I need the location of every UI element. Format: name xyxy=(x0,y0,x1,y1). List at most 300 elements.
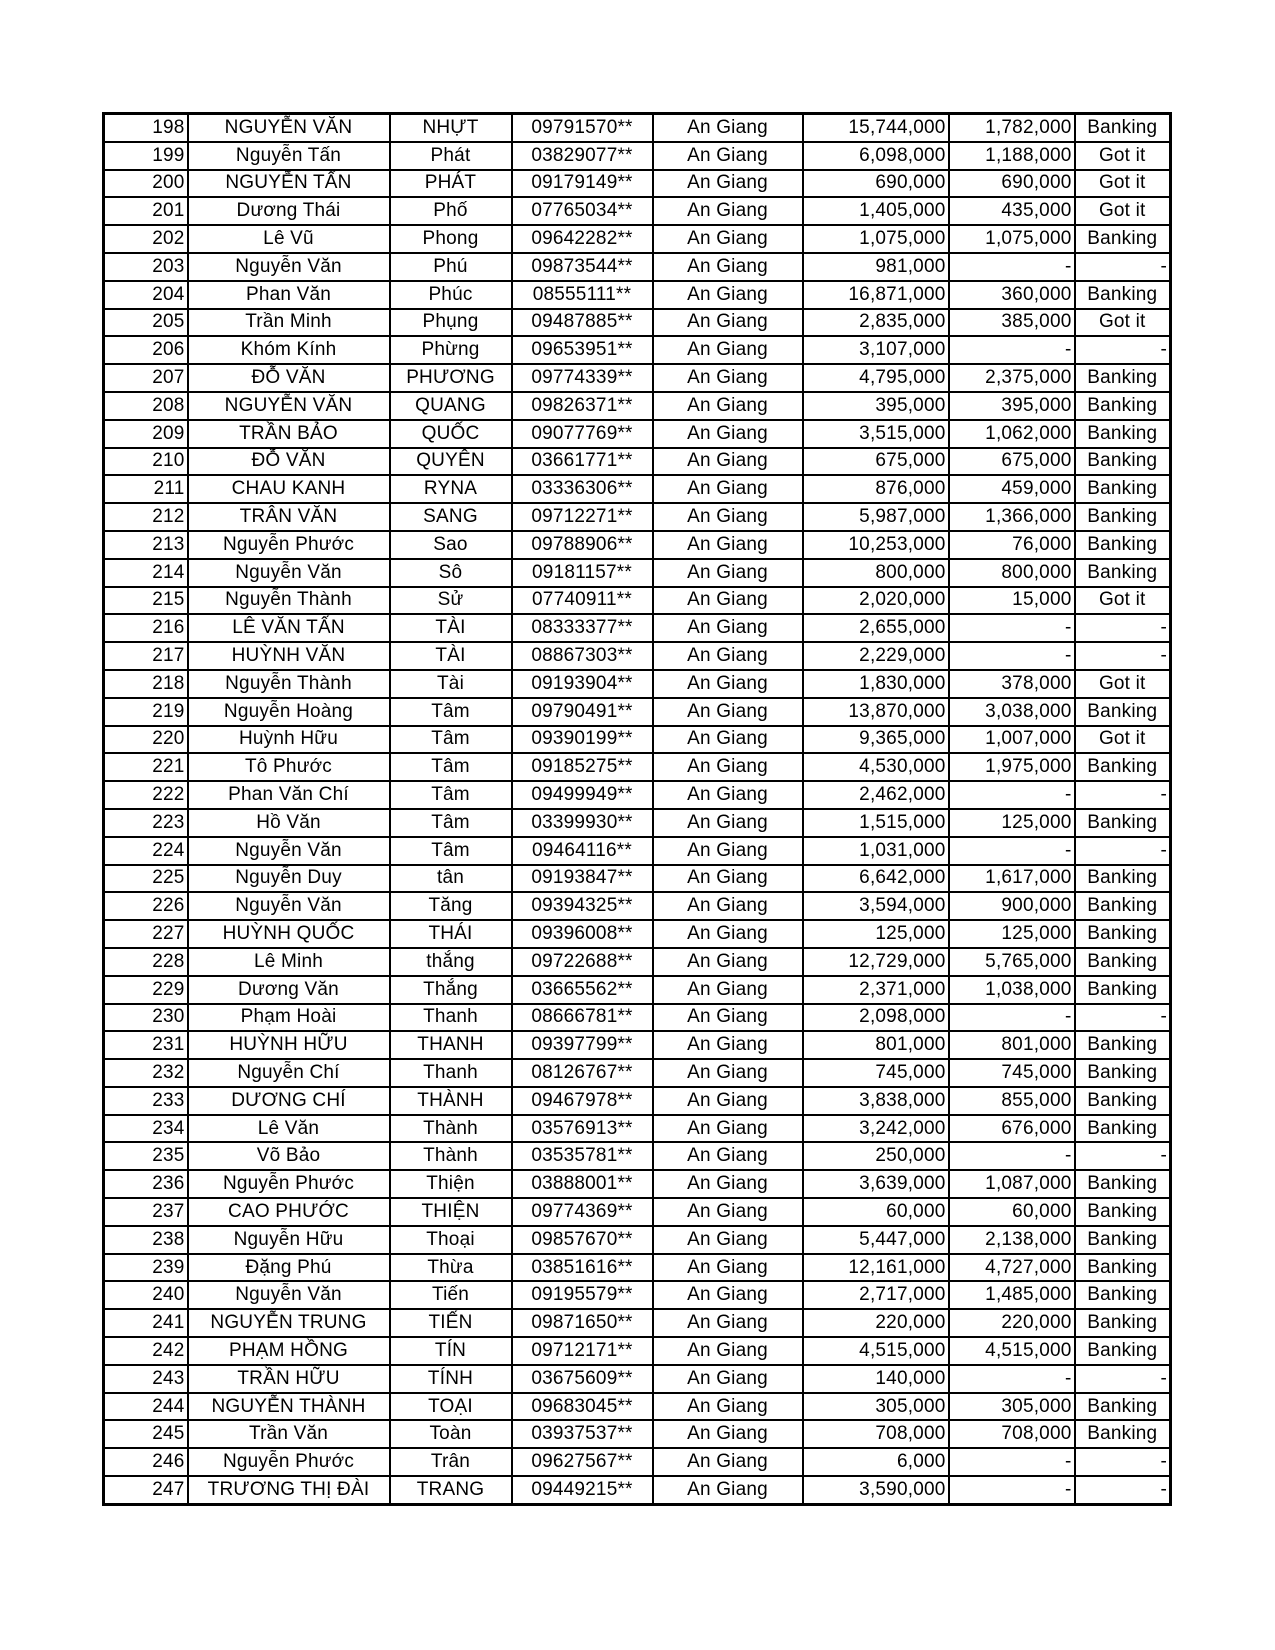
cell-paid: 395,000 xyxy=(949,392,1075,420)
cell-phone: 03851616** xyxy=(512,1254,653,1282)
cell-province: An Giang xyxy=(653,1198,803,1226)
cell-no: 209 xyxy=(104,420,188,448)
cell-first-name: QUỐC xyxy=(390,420,512,448)
cell-status: - xyxy=(1075,1448,1171,1476)
cell-first-name: Phố xyxy=(390,197,512,225)
cell-first-name: Sô xyxy=(390,559,512,587)
cell-phone: 03399930** xyxy=(512,809,653,837)
cell-paid: 378,000 xyxy=(949,670,1075,698)
cell-no: 237 xyxy=(104,1198,188,1226)
cell-status: Got it xyxy=(1075,309,1171,337)
cell-first-name: TÍN xyxy=(390,1337,512,1365)
cell-last-name: TRẦN HỮU xyxy=(188,1365,390,1393)
cell-phone: 09487885** xyxy=(512,309,653,337)
cell-first-name: THÁI xyxy=(390,920,512,948)
cell-province: An Giang xyxy=(653,1337,803,1365)
cell-phone: 03829077** xyxy=(512,142,653,170)
cell-last-name: Huỳnh Hữu xyxy=(188,726,390,754)
cell-status: Banking xyxy=(1075,114,1171,142)
cell-status: Banking xyxy=(1075,865,1171,893)
cell-last-name: TRÂN VĂN xyxy=(188,503,390,531)
cell-phone: 09390199** xyxy=(512,726,653,754)
cell-province: An Giang xyxy=(653,1309,803,1337)
table-row xyxy=(104,559,1171,587)
cell-amount: 708,000 xyxy=(803,1420,949,1448)
cell-province: An Giang xyxy=(653,559,803,587)
cell-no: 224 xyxy=(104,837,188,865)
cell-first-name: Toàn xyxy=(390,1420,512,1448)
table-row xyxy=(104,976,1171,1004)
cell-phone: 09077769** xyxy=(512,420,653,448)
cell-status: - xyxy=(1075,336,1171,364)
table-row xyxy=(104,1170,1171,1198)
cell-first-name: thắng xyxy=(390,948,512,976)
cell-province: An Giang xyxy=(653,1115,803,1143)
cell-status: Banking xyxy=(1075,420,1171,448)
cell-status: Banking xyxy=(1075,1420,1171,1448)
cell-last-name: Lê Vũ xyxy=(188,225,390,253)
cell-amount: 3,515,000 xyxy=(803,420,949,448)
cell-no: 199 xyxy=(104,142,188,170)
cell-first-name: Phú xyxy=(390,253,512,281)
cell-phone: 09683045** xyxy=(512,1393,653,1421)
cell-status: Banking xyxy=(1075,1170,1171,1198)
cell-no: 208 xyxy=(104,392,188,420)
cell-phone: 09195579** xyxy=(512,1281,653,1309)
cell-no: 210 xyxy=(104,448,188,476)
cell-first-name: Thiện xyxy=(390,1170,512,1198)
cell-no: 217 xyxy=(104,642,188,670)
cell-status: Got it xyxy=(1075,726,1171,754)
cell-first-name: Tâm xyxy=(390,726,512,754)
cell-no: 205 xyxy=(104,309,188,337)
cell-no: 231 xyxy=(104,1031,188,1059)
cell-paid: 5,765,000 xyxy=(949,948,1075,976)
cell-first-name: Tâm xyxy=(390,837,512,865)
cell-phone: 03888001** xyxy=(512,1170,653,1198)
cell-no: 226 xyxy=(104,892,188,920)
cell-paid: 1,075,000 xyxy=(949,225,1075,253)
cell-phone: 09857670** xyxy=(512,1226,653,1254)
cell-status: Banking xyxy=(1075,1115,1171,1143)
cell-first-name: Thắng xyxy=(390,976,512,1004)
cell-phone: 09791570** xyxy=(512,114,653,142)
cell-last-name: Nguyễn Văn xyxy=(188,1281,390,1309)
table-row xyxy=(104,420,1171,448)
cell-last-name: Nguyễn Chí xyxy=(188,1059,390,1087)
table-row xyxy=(104,392,1171,420)
cell-no: 232 xyxy=(104,1059,188,1087)
cell-phone: 03937537** xyxy=(512,1420,653,1448)
cell-no: 218 xyxy=(104,670,188,698)
cell-amount: 3,639,000 xyxy=(803,1170,949,1198)
cell-status: Banking xyxy=(1075,698,1171,726)
table-row xyxy=(104,1031,1171,1059)
cell-last-name: Lê Minh xyxy=(188,948,390,976)
cell-first-name: TRANG xyxy=(390,1476,512,1504)
cell-last-name: Nguyễn Hoàng xyxy=(188,698,390,726)
table-row xyxy=(104,142,1171,170)
cell-first-name: Tiến xyxy=(390,1281,512,1309)
cell-last-name: ĐỖ VĂN xyxy=(188,448,390,476)
cell-amount: 2,655,000 xyxy=(803,614,949,642)
cell-phone: 09397799** xyxy=(512,1031,653,1059)
cell-no: 203 xyxy=(104,253,188,281)
cell-amount: 1,830,000 xyxy=(803,670,949,698)
cell-no: 200 xyxy=(104,170,188,198)
cell-paid: 1,062,000 xyxy=(949,420,1075,448)
cell-last-name: CAO PHƯỚC xyxy=(188,1198,390,1226)
cell-no: 229 xyxy=(104,976,188,1004)
cell-status: Banking xyxy=(1075,1254,1171,1282)
cell-phone: 09464116** xyxy=(512,837,653,865)
cell-province: An Giang xyxy=(653,781,803,809)
cell-phone: 09774369** xyxy=(512,1198,653,1226)
cell-last-name: HUỲNH QUỐC xyxy=(188,920,390,948)
cell-phone: 08333377** xyxy=(512,614,653,642)
cell-last-name: Dương Văn xyxy=(188,976,390,1004)
cell-phone: 07765034** xyxy=(512,197,653,225)
cell-status: Got it xyxy=(1075,197,1171,225)
table-row xyxy=(104,587,1171,615)
cell-no: 201 xyxy=(104,197,188,225)
cell-phone: 09642282** xyxy=(512,225,653,253)
cell-first-name: Phát xyxy=(390,142,512,170)
table-row xyxy=(104,1281,1171,1309)
cell-status: - xyxy=(1075,614,1171,642)
table-row xyxy=(104,753,1171,781)
cell-last-name: TRẦN BẢO xyxy=(188,420,390,448)
cell-province: An Giang xyxy=(653,197,803,225)
cell-last-name: Trần Văn xyxy=(188,1420,390,1448)
cell-last-name: Hồ Văn xyxy=(188,809,390,837)
cell-phone: 09653951** xyxy=(512,336,653,364)
cell-status: Banking xyxy=(1075,1031,1171,1059)
table-row xyxy=(104,726,1171,754)
cell-last-name: NGUYỄN THÀNH xyxy=(188,1393,390,1421)
table-row xyxy=(104,1087,1171,1115)
cell-province: An Giang xyxy=(653,170,803,198)
cell-paid: - xyxy=(949,642,1075,670)
cell-province: An Giang xyxy=(653,253,803,281)
cell-status: - xyxy=(1075,1365,1171,1393)
cell-last-name: NGUYỄN TẤN xyxy=(188,170,390,198)
cell-amount: 3,594,000 xyxy=(803,892,949,920)
cell-paid: 15,000 xyxy=(949,587,1075,615)
cell-no: 221 xyxy=(104,753,188,781)
table-body xyxy=(104,114,1171,1505)
cell-amount: 16,871,000 xyxy=(803,281,949,309)
cell-province: An Giang xyxy=(653,503,803,531)
table-row xyxy=(104,281,1171,309)
cell-amount: 4,795,000 xyxy=(803,364,949,392)
cell-amount: 801,000 xyxy=(803,1031,949,1059)
cell-province: An Giang xyxy=(653,1226,803,1254)
cell-status: Banking xyxy=(1075,1281,1171,1309)
cell-phone: 03675609** xyxy=(512,1365,653,1393)
cell-last-name: HUỲNH VĂN xyxy=(188,642,390,670)
cell-amount: 3,590,000 xyxy=(803,1476,949,1504)
cell-last-name: Nguyễn Thành xyxy=(188,587,390,615)
cell-amount: 2,098,000 xyxy=(803,1004,949,1032)
table-row xyxy=(104,837,1171,865)
table-row xyxy=(104,1309,1171,1337)
cell-province: An Giang xyxy=(653,670,803,698)
table-row xyxy=(104,1254,1171,1282)
cell-paid: 1,485,000 xyxy=(949,1281,1075,1309)
cell-province: An Giang xyxy=(653,1393,803,1421)
cell-amount: 981,000 xyxy=(803,253,949,281)
cell-status: Banking xyxy=(1075,948,1171,976)
table-row xyxy=(104,1393,1171,1421)
cell-phone: 09774339** xyxy=(512,364,653,392)
cell-province: An Giang xyxy=(653,281,803,309)
cell-no: 225 xyxy=(104,865,188,893)
cell-phone: 09788906** xyxy=(512,531,653,559)
cell-paid: 1,087,000 xyxy=(949,1170,1075,1198)
cell-status: Banking xyxy=(1075,1226,1171,1254)
cell-status: Banking xyxy=(1075,1059,1171,1087)
cell-status: Banking xyxy=(1075,503,1171,531)
table-row xyxy=(104,1198,1171,1226)
cell-first-name: Thừa xyxy=(390,1254,512,1282)
cell-amount: 2,020,000 xyxy=(803,587,949,615)
cell-province: An Giang xyxy=(653,1170,803,1198)
cell-paid: 745,000 xyxy=(949,1059,1075,1087)
table-row xyxy=(104,920,1171,948)
cell-paid: 76,000 xyxy=(949,531,1075,559)
cell-no: 213 xyxy=(104,531,188,559)
cell-province: An Giang xyxy=(653,892,803,920)
cell-last-name: Nguyễn Phước xyxy=(188,1170,390,1198)
cell-status: Banking xyxy=(1075,753,1171,781)
cell-no: 241 xyxy=(104,1309,188,1337)
cell-phone: 09396008** xyxy=(512,920,653,948)
cell-last-name: CHAU KANH xyxy=(188,475,390,503)
table-row xyxy=(104,114,1171,142)
table-row xyxy=(104,197,1171,225)
cell-paid: - xyxy=(949,1365,1075,1393)
cell-paid: 675,000 xyxy=(949,448,1075,476)
cell-no: 239 xyxy=(104,1254,188,1282)
cell-first-name: THÀNH xyxy=(390,1087,512,1115)
cell-status: Got it xyxy=(1075,587,1171,615)
cell-province: An Giang xyxy=(653,1448,803,1476)
cell-first-name: RYNA xyxy=(390,475,512,503)
cell-first-name: NHỰT xyxy=(390,114,512,142)
cell-province: An Giang xyxy=(653,753,803,781)
cell-status: - xyxy=(1075,1476,1171,1504)
cell-last-name: Nguyễn Phước xyxy=(188,531,390,559)
cell-province: An Giang xyxy=(653,1420,803,1448)
cell-amount: 6,642,000 xyxy=(803,865,949,893)
cell-amount: 220,000 xyxy=(803,1309,949,1337)
cell-phone: 08867303** xyxy=(512,642,653,670)
cell-status: - xyxy=(1075,1142,1171,1170)
records-table xyxy=(102,112,1172,1506)
cell-province: An Giang xyxy=(653,698,803,726)
cell-amount: 1,075,000 xyxy=(803,225,949,253)
cell-amount: 745,000 xyxy=(803,1059,949,1087)
cell-paid: 125,000 xyxy=(949,809,1075,837)
cell-paid: - xyxy=(949,837,1075,865)
cell-first-name: QUYÊN xyxy=(390,448,512,476)
cell-last-name: Võ Bảo xyxy=(188,1142,390,1170)
table-row xyxy=(104,865,1171,893)
cell-paid: 676,000 xyxy=(949,1115,1075,1143)
cell-amount: 1,405,000 xyxy=(803,197,949,225)
cell-province: An Giang xyxy=(653,531,803,559)
cell-no: 240 xyxy=(104,1281,188,1309)
cell-status: Banking xyxy=(1075,475,1171,503)
cell-first-name: Tâm xyxy=(390,809,512,837)
cell-paid: - xyxy=(949,1448,1075,1476)
cell-phone: 09449215** xyxy=(512,1476,653,1504)
cell-amount: 800,000 xyxy=(803,559,949,587)
cell-first-name: THIỆN xyxy=(390,1198,512,1226)
cell-first-name: Thành xyxy=(390,1115,512,1143)
cell-phone: 07740911** xyxy=(512,587,653,615)
table-row xyxy=(104,781,1171,809)
cell-no: 219 xyxy=(104,698,188,726)
cell-no: 235 xyxy=(104,1142,188,1170)
cell-first-name: THANH xyxy=(390,1031,512,1059)
cell-paid: 435,000 xyxy=(949,197,1075,225)
cell-phone: 09790491** xyxy=(512,698,653,726)
cell-paid: 1,782,000 xyxy=(949,114,1075,142)
cell-first-name: Tài xyxy=(390,670,512,698)
cell-phone: 09179149** xyxy=(512,170,653,198)
cell-paid: - xyxy=(949,781,1075,809)
cell-first-name: Thanh xyxy=(390,1004,512,1032)
table-row xyxy=(104,1448,1171,1476)
cell-first-name: Tăng xyxy=(390,892,512,920)
cell-paid: - xyxy=(949,1142,1075,1170)
cell-last-name: Tô Phước xyxy=(188,753,390,781)
cell-province: An Giang xyxy=(653,920,803,948)
cell-amount: 3,838,000 xyxy=(803,1087,949,1115)
cell-first-name: TÍNH xyxy=(390,1365,512,1393)
table-row xyxy=(104,1142,1171,1170)
cell-last-name: Nguyễn Văn xyxy=(188,892,390,920)
cell-paid: 4,515,000 xyxy=(949,1337,1075,1365)
table-row xyxy=(104,809,1171,837)
cell-phone: 08555111** xyxy=(512,281,653,309)
cell-amount: 3,107,000 xyxy=(803,336,949,364)
cell-province: An Giang xyxy=(653,1281,803,1309)
cell-paid: 690,000 xyxy=(949,170,1075,198)
cell-paid: - xyxy=(949,614,1075,642)
cell-no: 202 xyxy=(104,225,188,253)
cell-paid: 305,000 xyxy=(949,1393,1075,1421)
cell-province: An Giang xyxy=(653,142,803,170)
cell-status: Got it xyxy=(1075,670,1171,698)
table-row xyxy=(104,892,1171,920)
cell-no: 211 xyxy=(104,475,188,503)
cell-phone: 09499949** xyxy=(512,781,653,809)
cell-status: Got it xyxy=(1075,142,1171,170)
cell-paid: 1,188,000 xyxy=(949,142,1075,170)
cell-no: 204 xyxy=(104,281,188,309)
cell-amount: 4,530,000 xyxy=(803,753,949,781)
cell-status: - xyxy=(1075,253,1171,281)
cell-first-name: Sao xyxy=(390,531,512,559)
cell-province: An Giang xyxy=(653,114,803,142)
cell-paid: 60,000 xyxy=(949,1198,1075,1226)
cell-province: An Giang xyxy=(653,1365,803,1393)
cell-phone: 09871650** xyxy=(512,1309,653,1337)
cell-no: 207 xyxy=(104,364,188,392)
cell-amount: 876,000 xyxy=(803,475,949,503)
cell-paid: - xyxy=(949,1004,1075,1032)
cell-status: Banking xyxy=(1075,920,1171,948)
table-row xyxy=(104,698,1171,726)
cell-no: 220 xyxy=(104,726,188,754)
cell-no: 236 xyxy=(104,1170,188,1198)
cell-amount: 1,515,000 xyxy=(803,809,949,837)
cell-no: 223 xyxy=(104,809,188,837)
cell-province: An Giang xyxy=(653,976,803,1004)
cell-amount: 12,729,000 xyxy=(803,948,949,976)
cell-paid: 2,375,000 xyxy=(949,364,1075,392)
cell-paid: 4,727,000 xyxy=(949,1254,1075,1282)
cell-no: 198 xyxy=(104,114,188,142)
table-row xyxy=(104,309,1171,337)
cell-paid: 3,038,000 xyxy=(949,698,1075,726)
cell-no: 233 xyxy=(104,1087,188,1115)
cell-paid: 900,000 xyxy=(949,892,1075,920)
cell-paid: - xyxy=(949,336,1075,364)
cell-status: - xyxy=(1075,1004,1171,1032)
cell-phone: 09193904** xyxy=(512,670,653,698)
cell-paid: 1,975,000 xyxy=(949,753,1075,781)
cell-status: Banking xyxy=(1075,531,1171,559)
cell-last-name: ĐỖ VĂN xyxy=(188,364,390,392)
cell-status: Banking xyxy=(1075,976,1171,1004)
table-row xyxy=(104,225,1171,253)
cell-amount: 15,744,000 xyxy=(803,114,949,142)
cell-paid: 385,000 xyxy=(949,309,1075,337)
cell-amount: 10,253,000 xyxy=(803,531,949,559)
cell-amount: 6,000 xyxy=(803,1448,949,1476)
cell-first-name: SANG xyxy=(390,503,512,531)
cell-first-name: Tâm xyxy=(390,753,512,781)
cell-amount: 395,000 xyxy=(803,392,949,420)
cell-province: An Giang xyxy=(653,726,803,754)
cell-phone: 09712271** xyxy=(512,503,653,531)
cell-first-name: Tâm xyxy=(390,698,512,726)
cell-first-name: Sử xyxy=(390,587,512,615)
cell-phone: 09712171** xyxy=(512,1337,653,1365)
cell-province: An Giang xyxy=(653,642,803,670)
cell-province: An Giang xyxy=(653,948,803,976)
cell-no: 234 xyxy=(104,1115,188,1143)
cell-no: 246 xyxy=(104,1448,188,1476)
cell-province: An Giang xyxy=(653,1059,803,1087)
cell-status: Banking xyxy=(1075,809,1171,837)
cell-first-name: Thanh xyxy=(390,1059,512,1087)
cell-amount: 675,000 xyxy=(803,448,949,476)
cell-status: - xyxy=(1075,642,1171,670)
cell-last-name: LÊ VĂN TẤN xyxy=(188,614,390,642)
cell-amount: 250,000 xyxy=(803,1142,949,1170)
cell-amount: 2,462,000 xyxy=(803,781,949,809)
table-row xyxy=(104,448,1171,476)
cell-status: Banking xyxy=(1075,448,1171,476)
table-row xyxy=(104,1337,1171,1365)
cell-first-name: Thành xyxy=(390,1142,512,1170)
cell-amount: 125,000 xyxy=(803,920,949,948)
